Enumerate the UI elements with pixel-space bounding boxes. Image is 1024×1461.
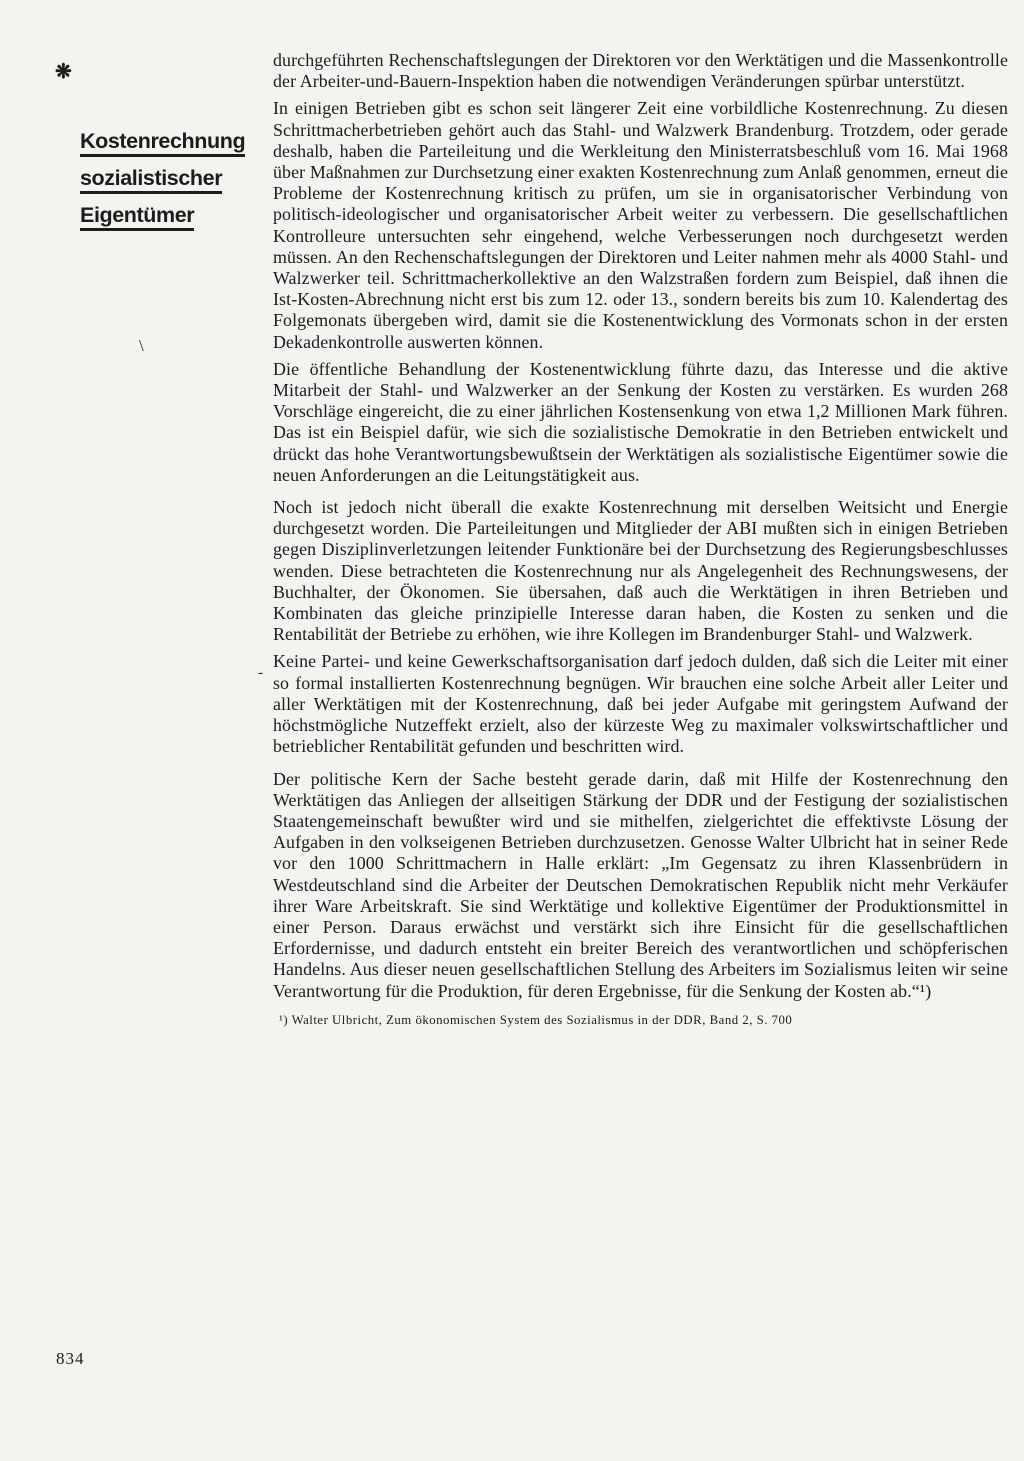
body-paragraph: Der politische Kern der Sache besteht gerade darin, daß mit Hilfe der Kostenrechnung den Werktätigen das Anliegen der allseitigen Stärkung der DDR und der Festigung der sozialistischen Staatengemeinschaft bewußter wird und sie mithelfen, zielgerichtet die effektivste Lösung der Aufgaben in den volkseigenen Betrieben durchzusetzen. Genosse Walter Ulbricht hat in seiner Rede vor den 1000 Schrittmachern in Halle erklärt: „Im Gegensatz zu ihren Klassenbrüdern in Westdeutschland sind die Arbeiter der Deutschen Demokratischen Republik nicht mehr Verkäufer ihrer Ware Arbeitskraft. Sie sind Werktätige und kollektive Eigentümer der Produktionsmittel in einer Person. Daraus erwächst und verstärkt sich ihre Einsicht für die gesellschaftlichen Erfordernisse, und dadurch entsteht ein breiter Bereich des verantwortlichen und schöpferischen Handelns. Aus dieser neuen gesellschaftlichen Stellung des Arbeiters im Sozialismus leiten wir seine Verantwortung für die Produktion, für deren Ergebnisse, für die Senkung der Kosten ab.“¹) <box>273 768 1008 1001</box>
body-text-column <box>273 50 1008 1029</box>
margin-dash-mark: - <box>258 665 263 681</box>
section-heading <box>80 126 252 237</box>
body-paragraph: Noch ist jedoch nicht überall die exakte Kostenrechnung mit derselben Weitsicht und Energie durchgesetzt worden. Die Parteileitungen und Mitglieder der ABI mußten sich in einigen Betrieben gegen Disziplinverletzungen leitender Funktionäre bei der Durchsetzung des Regierungsbeschlusses wenden. Diese betrachteten die Kostenrechnung nur als Angelegenheit des Rechnungswesens, der Buchhalter, der Ökonomen. Sie übersahen, daß auch die Werktätigen in ihren Betrieben und Kombinaten das gleiche prinzipielle Interesse daran haben, die Kosten zu senken und die Rentabilität der Betriebe zu erhöhen, wie ihre Kollegen im Brandenburger Stahl- und Walzwerk. <box>273 497 1008 645</box>
body-paragraph: Keine Partei- und keine Gewerkschaftsorganisation darf jedoch dulden, daß sich die Leiter mit einer so formal installierten Kostenrechnung begnügen. Wir brauchen eine solche Arbeit aller Leiter und aller Werktätigen mit der Kostenrechnung, daß bei jeder Aufgabe mit geringstem Aufwand der höchstmögliche Nutzeffekt erzielt, also der kürzeste Weg zu maximaler volkswirtschaftlicher und betrieblicher Rentabilität gefunden und beschritten wird. <box>273 651 1008 757</box>
section-heading-line: sozialistischer <box>80 166 222 194</box>
page-number: 834 <box>56 1349 85 1368</box>
margin-pencil-mark: \ <box>139 336 144 355</box>
section-heading-line: Eigentümer <box>80 203 194 231</box>
body-paragraph: Die öffentliche Behandlung der Kostenentwicklung führte dazu, das Interesse und die aktive Mitarbeit der Stahl- und Walzwerker an der Senkung der Kosten zu verstärken. Es wurden 268 Vorschläge eingereicht, die zu einer jährlichen Kostensenkung von etwa 1,2 Millionen Mark führen. Das ist ein Beispiel dafür, wie sich die sozialistische Demokratie in den Betrieben entwickelt und drückt das hohe Verantwortungsbewußtsein der Werktätigen als sozialistische Eigentümer sowie die neuen Anforderungen an die Leitungstätigkeit aus. <box>273 358 1008 485</box>
body-paragraph: In einigen Betrieben gibt es schon seit längerer Zeit eine vorbildliche Kostenrechnung. Zu diesen Schrittmacherbetrieben gehört auch das Stahl- und Walzwerk Brandenburg. Trotzdem, oder gerade deshalb, haben die Parteileitung und die Werkleitung den Ministerratsbeschluß vom 16. Mai 1968 über Maßnahmen zur Durchsetzung einer exakten Kostenrechnung zum Anlaß genommen, erneut die Probleme der Kostenrechnung kritisch zu prüfen, um sie in organisatorischer Verbindung von politisch-ideologischer und organisatorischer Arbeit weiter zu verbessern. Die gesellschaftlichen Kontrolleure untersuchten sehr eingehend, welche Verbesserungen noch durchgesetzt werden müssen. An den Rechenschaftslegungen der Direktoren und Leiter nahmen mehr als 4000 Stahl- und Walzwerker teil. Schrittmacherkollektive an den Walzstraßen fordern zum Beispiel, daß ihnen die Ist-Kosten-Abrechnung nicht erst bis zum 12. oder 13., sondern bereits bis zum 10. Kalendertag des Folgemonats übergeben wird, damit sie die Kostenentwicklung des Vormonats schon in der ersten Dekadenkontrolle auswerten können. <box>273 98 1008 352</box>
body-paragraph: durchgeführten Rechenschaftslegungen der Direktoren vor den Werktätigen und die Massenkontrolle der Arbeiter-und-Bauern-Inspektion haben die notwendigen Veränderungen spürbar unterstützt. <box>273 50 1008 92</box>
section-heading-line: Kostenrechnung <box>80 129 245 157</box>
margin-ornament: ❋ <box>55 61 72 83</box>
footnote: ¹) Walter Ulbricht, Zum ökonomischen System des Sozialismus in der DDR, Band 2, S. 700 <box>279 1012 793 1027</box>
